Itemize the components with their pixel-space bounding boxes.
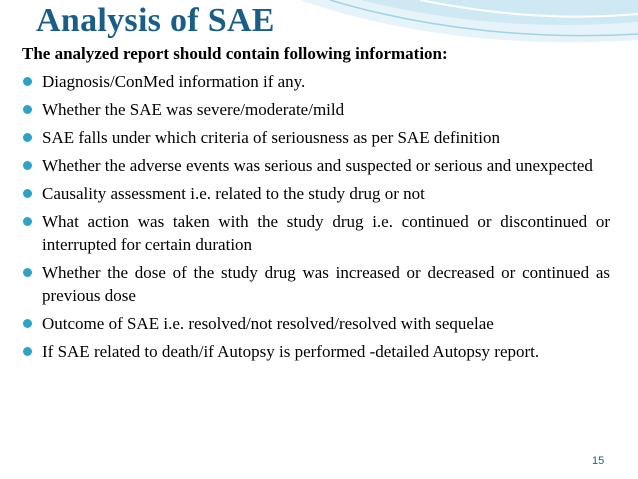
bullet-dot-icon xyxy=(23,189,32,198)
bullet-text: Whether the SAE was severe/moderate/mild xyxy=(42,100,345,119)
bullet-dot-icon xyxy=(23,319,32,328)
bullet-item xyxy=(22,210,610,256)
bullet-text: Causality assessment i.e. related to the study drug or not xyxy=(42,184,425,203)
bullet-dot-icon xyxy=(23,268,32,277)
bullet-dot-icon xyxy=(23,161,32,170)
bullet-item xyxy=(22,261,610,307)
bullet-dot-icon xyxy=(23,217,32,226)
bullet-text: Whether the adverse events was serious and suspected or serious and unexpected xyxy=(42,156,593,175)
bullet-text: Diagnosis/ConMed information if any. xyxy=(42,72,306,91)
bullet-text: If SAE related to death/if Autopsy is performed -detailed Autopsy report. xyxy=(42,342,540,361)
slide-subtitle: The analyzed report should contain following information: xyxy=(22,44,448,63)
bullet-dot-icon xyxy=(23,347,32,356)
bullet-item xyxy=(22,182,610,205)
bullet-item xyxy=(22,126,610,149)
bullet-text: What action was taken with the study drug i.e. continued or discontinued or interrupted for certain duration xyxy=(42,212,610,254)
bullet-text: SAE falls under which criteria of seriousness as per SAE definition xyxy=(42,128,500,147)
bullet-item xyxy=(22,70,610,93)
bullet-list xyxy=(22,70,610,368)
bullet-item xyxy=(22,312,610,335)
bullet-dot-icon xyxy=(23,105,32,114)
bullet-item xyxy=(22,154,610,177)
bullet-dot-icon xyxy=(23,133,32,142)
bullet-item xyxy=(22,340,610,363)
bullet-dot-icon xyxy=(23,77,32,86)
slide-number: 15 xyxy=(592,455,605,467)
bullet-item xyxy=(22,98,610,121)
slide-title: Analysis of SAE xyxy=(36,2,275,39)
bullet-text: Outcome of SAE i.e. resolved/not resolved/resolved with sequelae xyxy=(42,314,494,333)
bullet-text: Whether the dose of the study drug was increased or decreased or continued as previous dose xyxy=(42,263,610,305)
